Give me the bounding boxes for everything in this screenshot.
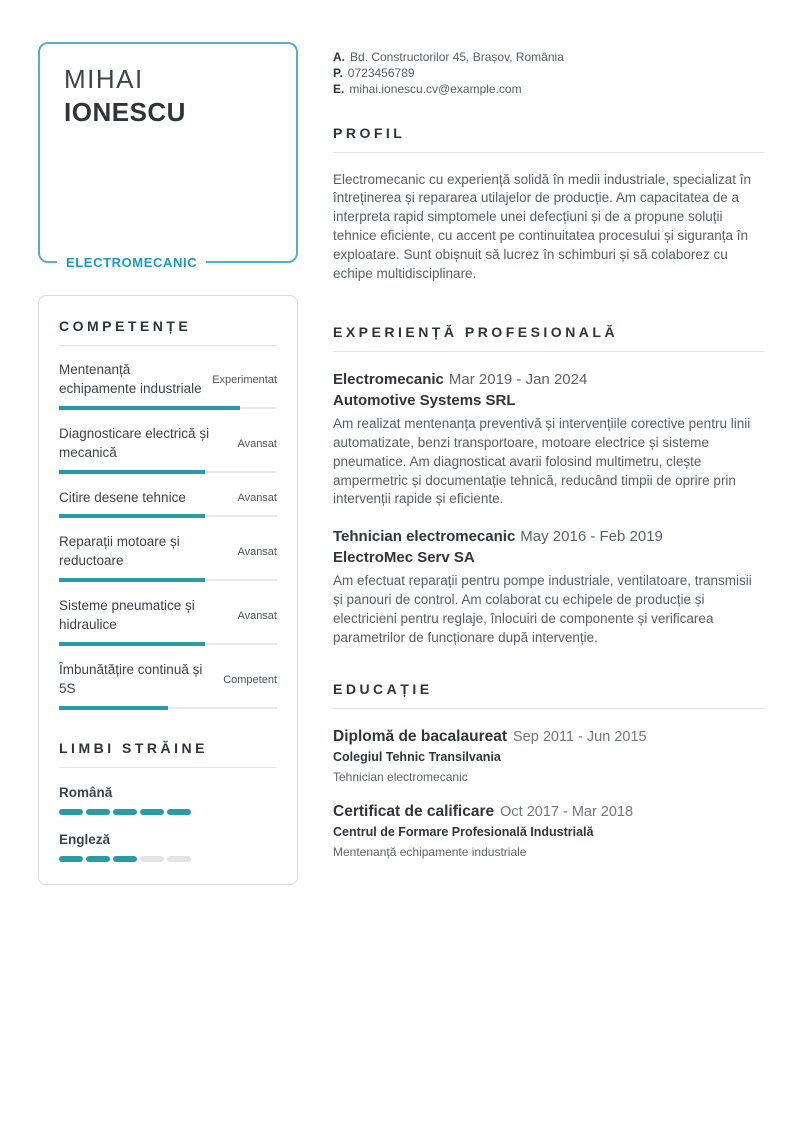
experience-section-title: EXPERIENȚĂ PROFESIONALĂ [333, 323, 619, 340]
skill-item [59, 489, 277, 519]
profile-section [333, 125, 765, 284]
job-dates: Mar 2019 - Jan 2024 [448, 370, 588, 388]
profile-section-title: PROFIL [333, 124, 406, 141]
education-degree: Diplomă de bacalaureat [333, 727, 508, 745]
language-level-segment [113, 856, 137, 862]
experience-section [333, 324, 765, 648]
divider [333, 152, 765, 153]
divider [333, 351, 765, 352]
education-section-title: EDUCAȚIE [333, 680, 433, 697]
language-name: Română [59, 784, 113, 800]
skill-bar-fill [59, 406, 240, 410]
address-label: A. [333, 50, 345, 64]
education-entry [333, 803, 765, 859]
skill-bar-fill [59, 706, 168, 710]
language-level-segment [140, 809, 164, 815]
skill-item [59, 661, 277, 710]
skill-bar-fill [59, 578, 205, 582]
language-level-bar [59, 809, 277, 815]
skill-level-label: Avansat [237, 437, 277, 450]
skill-name: Diagnosticare electrică și mecanică [59, 425, 210, 460]
skill-bar-track [59, 406, 277, 410]
skill-name: Reparații motoare și reductoare [59, 534, 180, 569]
skill-bar-fill [59, 642, 205, 646]
skill-level-label: Competent [223, 673, 277, 686]
phone-value: 0723456789 [347, 66, 415, 81]
education-detail: Mentenanță echipamente industriale [333, 844, 527, 859]
contact-email [333, 81, 765, 97]
language-item [59, 832, 277, 862]
education-entry [333, 728, 765, 784]
main-column [333, 42, 765, 885]
job-company: ElectroMec Serv SA [333, 549, 475, 567]
language-level-segment [59, 809, 83, 815]
skill-item [59, 533, 277, 582]
job-dates: May 2016 - Feb 2019 [520, 528, 663, 546]
language-level-segment [167, 809, 191, 815]
skill-level-label: Experimentat [212, 373, 277, 386]
language-item [59, 785, 277, 815]
skill-name: Îmbunătățire continuă și 5S [59, 662, 203, 696]
language-name: Engleză [59, 831, 111, 847]
profile-text: Electromecanic cu experiență solidă în medii industriale, specializat în întreținerea și repararea utilajelor de producție. Am capacitatea de a interpreta rapid simptomele unei defecțiuni și de a propune soluții tehnice eficiente, cu accent pe continuitatea procesului și siguranța în exploatare. Sunt obișnuit să lucrez în schimburi și să colaborez cu echipe multidisciplinare. [333, 171, 751, 282]
skill-bar-fill [59, 514, 205, 518]
skill-bar-fill [59, 470, 205, 474]
skill-level-label: Avansat [237, 492, 277, 504]
job-role: Electromecanic [333, 370, 444, 388]
job-role: Tehnician electromecanic [333, 528, 516, 546]
job-company: Automotive Systems SRL [333, 391, 516, 409]
job-description: Am realizat mentenanța preventivă și intervențiile corective pentru linii automatizate, benzi transportoare, motoare electrice și sisteme pneumatice. Am diagnosticat avarii folosind multimetru, clește ampermetric și documentație tehnică, reducând timpii de oprire prin intervenții rapide și eficiente. [333, 415, 751, 507]
education-section [333, 681, 765, 859]
job-title-badge: ELECTROMECANIC [57, 255, 206, 270]
skills-section-title: COMPETENȚE [59, 318, 192, 334]
job-entry [333, 371, 765, 509]
skill-bar-track [59, 642, 277, 646]
name-box [38, 42, 298, 270]
skill-bar-track [59, 706, 277, 710]
job-description: Am efectuat reparații pentru pompe industriale, ventilatoare, transmisii și panouri de control. Am colaborat cu echipele de producție și electricieni pentru reglaje, înlocuiri de componente și verificarea parametrilor de funcționare după intervenție. [333, 573, 752, 646]
skill-name: Sisteme pneumatice și hidraulice [59, 598, 195, 633]
skill-bar-track [59, 578, 277, 582]
education-degree: Certificat de calificare [333, 802, 495, 820]
contact-phone [333, 65, 765, 81]
skill-level-label: Avansat [237, 610, 277, 623]
language-level-segment [113, 809, 137, 815]
skill-item [59, 361, 277, 410]
skill-level-label: Avansat [237, 546, 277, 559]
sidebar-card [38, 295, 298, 885]
language-level-segment [86, 856, 110, 862]
contact-block [333, 49, 765, 98]
contact-address [333, 49, 765, 65]
education-dates: Sep 2011 - Jun 2015 [513, 728, 647, 745]
language-level-segment [59, 856, 83, 862]
left-column [38, 42, 298, 885]
language-level-bar [59, 856, 277, 862]
education-dates: Oct 2017 - Mar 2018 [500, 803, 634, 820]
education-detail: Tehnician electromecanic [333, 769, 468, 784]
languages-section-title: LIMBI STRĂINE [59, 739, 208, 756]
last-name: IONESCU [64, 96, 186, 127]
language-level-segment [140, 856, 164, 862]
skill-name: Citire desene tehnice [59, 489, 186, 505]
job-entry [333, 528, 765, 648]
language-level-segment [167, 856, 191, 862]
skill-name: Mentenanță echipamente industriale [59, 362, 202, 396]
education-school: Colegiul Tehnic Transilvania [333, 749, 501, 764]
email-label: E. [333, 82, 345, 97]
skill-bar-track [59, 470, 277, 474]
skill-item [59, 425, 277, 474]
language-level-segment [86, 809, 110, 815]
divider [59, 767, 277, 768]
address-value: Bd. Constructorilor 45, Brașov, România [350, 50, 564, 64]
education-school: Centrul de Formare Profesională Industrială [333, 824, 594, 839]
divider [333, 708, 765, 709]
divider [59, 345, 277, 346]
skill-bar-track [59, 514, 277, 518]
first-name: MIHAI [64, 64, 144, 94]
phone-label: P. [333, 66, 343, 81]
skill-item [59, 597, 277, 646]
email-value: mihai.ionescu.cv@example.com [349, 82, 522, 97]
